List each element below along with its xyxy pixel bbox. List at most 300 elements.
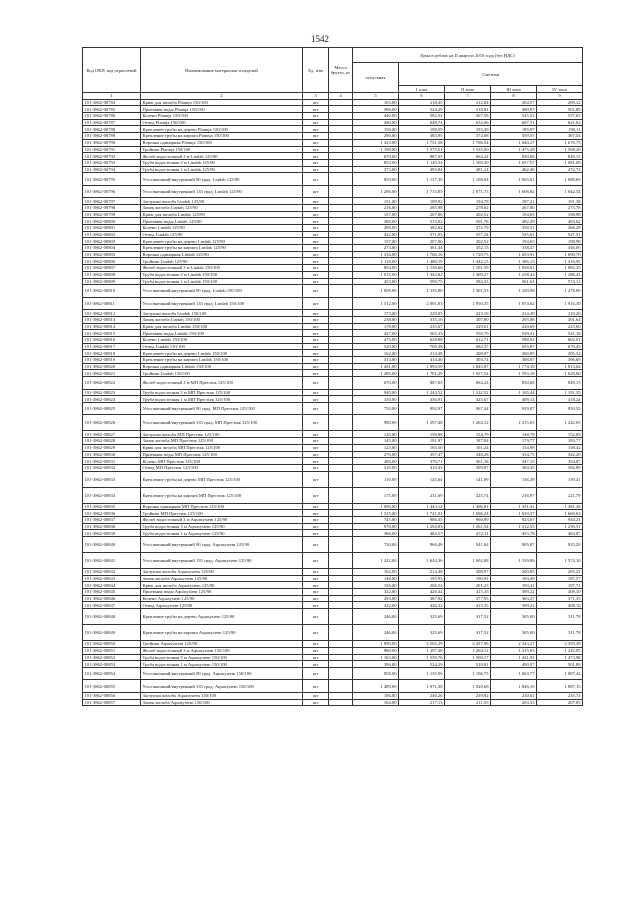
name-cell: Крепление трубы на дерево Lindab 150/100 <box>141 350 303 357</box>
table-row <box>83 198 583 205</box>
column-number: 6 <box>399 93 445 100</box>
mass-cell <box>329 582 353 589</box>
code-cell: 101-3862-00823 <box>83 389 141 396</box>
price-zone-3-cell: 1 215,03 <box>491 415 537 431</box>
code-cell: 101-3862-00841 <box>83 553 141 569</box>
price-zone-4-cell: 541,18 <box>537 330 583 337</box>
price-release-cell: 273,00 <box>353 245 399 252</box>
unit-cell: шт <box>303 431 329 438</box>
table-row <box>83 396 583 403</box>
code-cell: 101-3862-00850 <box>83 641 141 648</box>
header-row-1 <box>83 48 583 63</box>
price-zone-1-cell: 426,32 <box>399 589 445 596</box>
price-zone-3-cell: 338,47 <box>491 245 537 252</box>
price-zone-3-cell: 830,68 <box>491 153 537 160</box>
price-zone-3-cell: 399,22 <box>491 602 537 609</box>
code-cell: 101-3862-00815 <box>83 330 141 337</box>
mass-cell <box>329 569 353 576</box>
unit-cell: шт <box>303 198 329 205</box>
price-zone-3-cell: 655,87 <box>491 343 537 350</box>
table-row <box>83 641 583 648</box>
header-zone-4: IV зона <box>537 86 583 93</box>
price-zone-3-cell: 1 215,03 <box>491 647 537 654</box>
table-row <box>83 350 583 357</box>
table-row <box>83 285 583 298</box>
table-row <box>83 238 583 245</box>
price-release-cell: 246,00 <box>353 625 399 641</box>
mass-cell <box>329 661 353 668</box>
price-release-cell: 1 512,00 <box>353 297 399 310</box>
table-row <box>83 661 583 668</box>
code-cell: 101-3862-00844 <box>83 582 141 589</box>
price-release-cell: 238,00 <box>353 316 399 323</box>
name-cell: Труба водосточная 3 м Lindab 125/90 <box>141 159 303 166</box>
name-cell: Замок желоба Aquasystem 125/90 <box>141 575 303 582</box>
price-zone-3-cell: 545,52 <box>491 113 537 120</box>
price-release-cell: 322,00 <box>353 589 399 596</box>
name-cell: Угол внешний/внутренний 135 град. Aquasystem 150/100 <box>141 680 303 693</box>
mass-cell <box>329 310 353 317</box>
name-cell: Крепление трубы на дерево Lindab 125/90 <box>141 238 303 245</box>
unit-cell: шт <box>303 537 329 553</box>
price-zone-1-cell: 357,47 <box>399 451 445 458</box>
mass-cell <box>329 363 353 370</box>
price-zone-3-cell: 1 606,82 <box>491 185 537 198</box>
price-zone-2-cell: 612,71 <box>445 336 491 343</box>
price-zone-1-cell: 145,64 <box>399 471 445 487</box>
price-release-cell: 150,00 <box>353 126 399 133</box>
price-zone-4-cell: 1 081,09 <box>537 159 583 166</box>
code-cell: 101-3862-00827 <box>83 431 141 438</box>
name-cell: Заглушка желоба Aquasystem 150/100 <box>141 692 303 699</box>
price-zone-3-cell: 216,97 <box>491 487 537 503</box>
price-zone-2-cell: 567,58 <box>445 113 491 120</box>
price-zone-2-cell: 1 261,54 <box>445 523 491 530</box>
price-zone-4-cell: 849,15 <box>537 377 583 390</box>
price-zone-2-cell: 1 100,30 <box>445 159 491 166</box>
price-release-cell: 978,00 <box>353 523 399 530</box>
table-row <box>83 363 583 370</box>
price-zone-3-cell: 490,97 <box>491 661 537 668</box>
unit-cell: шт <box>303 204 329 211</box>
price-zone-2-cell: 1 442,13 <box>445 258 491 265</box>
price-zone-4-cell: 1 676,75 <box>537 139 583 146</box>
price-zone-3-cell: 358,31 <box>491 225 537 232</box>
mass-cell <box>329 444 353 451</box>
price-zone-2-cell: 278,62 <box>445 204 491 211</box>
price-zone-2-cell: 682,37 <box>445 343 491 350</box>
price-zone-1-cell: 1 575,51 <box>399 146 445 153</box>
price-zone-1-cell: 414,40 <box>399 357 445 364</box>
table-row <box>83 377 583 390</box>
price-zone-1-cell: 966,48 <box>399 537 445 553</box>
price-zone-4-cell: 925,20 <box>537 537 583 553</box>
table-body <box>83 99 583 706</box>
unit-cell: шт <box>303 238 329 245</box>
price-zone-3-cell: 535,61 <box>491 231 537 238</box>
price-zone-4-cell: 1 916,30 <box>537 297 583 310</box>
mass-cell <box>329 589 353 596</box>
price-zone-2-cell: 557,24 <box>445 231 491 238</box>
price-zone-4-cell: 1 242,05 <box>537 415 583 431</box>
code-cell: 101-3862-00857 <box>83 699 141 706</box>
code-cell: 101-3862-00786 <box>83 113 141 120</box>
code-cell: 101-3862-00828 <box>83 438 141 445</box>
price-zone-1-cell: 325,69 <box>399 625 445 641</box>
mass-cell <box>329 225 353 232</box>
header-name: Наименование материалов и изделий <box>141 48 303 93</box>
price-zone-2-cell: 864,24 <box>445 377 491 390</box>
table-row <box>83 265 583 272</box>
price-zone-4-cell: 190,11 <box>537 126 583 133</box>
price-zone-3-cell: 1 593,18 <box>491 370 537 377</box>
price-zone-2-cell: 1 845,87 <box>445 363 491 370</box>
price-zone-1-cell: 285,98 <box>399 204 445 211</box>
price-zone-2-cell: 864,24 <box>445 153 491 160</box>
column-number: 4 <box>329 93 353 100</box>
price-zone-3-cell: 267,80 <box>491 204 537 211</box>
name-cell: Заглушка желоба Lindab 150/100 <box>141 310 303 317</box>
code-cell: 101-3862-00804 <box>83 245 141 252</box>
price-zone-1-cell: 1 741,01 <box>399 510 445 517</box>
unit-cell: шт <box>303 699 329 706</box>
table-row <box>83 370 583 377</box>
table-row <box>83 113 583 120</box>
price-zone-3-cell: 607,51 <box>491 119 537 126</box>
price-zone-1-cell: 195,95 <box>399 575 445 582</box>
name-cell: Тройник Lindab 125/90 <box>141 258 303 265</box>
unit-cell: шт <box>303 370 329 377</box>
mass-cell <box>329 487 353 503</box>
price-zone-2-cell: 415,35 <box>445 589 491 596</box>
code-cell: 101-3862-00845 <box>83 589 141 596</box>
price-release-cell: 173,00 <box>353 310 399 317</box>
code-cell: 101-3862-00847 <box>83 602 141 609</box>
unit-cell: шт <box>303 285 329 298</box>
price-zone-4-cell: 1 628,60 <box>537 370 583 377</box>
code-cell: 101-3862-00822 <box>83 377 141 390</box>
price-release-cell: 1 489,00 <box>353 680 399 693</box>
price-zone-3-cell: 1 258,42 <box>491 271 537 278</box>
unit-cell: шт <box>303 225 329 232</box>
unit-cell: шт <box>303 323 329 330</box>
price-zone-2-cell: 1 696,24 <box>445 510 491 517</box>
price-zone-2-cell: 1 106,75 <box>445 667 491 680</box>
code-cell: 101-3862-00789 <box>83 133 141 140</box>
code-cell: 101-3862-00807 <box>83 265 141 272</box>
price-zone-2-cell: 225,74 <box>445 487 491 503</box>
price-zone-2-cell: 403,74 <box>445 357 491 364</box>
name-cell: Угол внешний/внутренний 135 град. Aquasystem 125/90 <box>141 553 303 569</box>
code-cell: 101-3862-00852 <box>83 654 141 661</box>
price-release-cell: 453,00 <box>353 278 399 285</box>
price-zone-2-cell: 1 264,12 <box>445 415 491 431</box>
mass-cell <box>329 602 353 609</box>
price-zone-3-cell: 923,67 <box>491 516 537 523</box>
price-release-cell: 432,00 <box>353 231 399 238</box>
price-release-cell: 162,00 <box>353 350 399 357</box>
code-cell: 101-3862-00837 <box>83 516 141 523</box>
column-number: 1 <box>83 93 141 100</box>
price-release-cell: 1 242,00 <box>353 553 399 569</box>
mass-cell <box>329 699 353 706</box>
table-row <box>83 487 583 503</box>
unit-cell: шт <box>303 316 329 323</box>
unit-cell: шт <box>303 106 329 113</box>
price-release-cell: 373,00 <box>353 166 399 173</box>
price-zone-3-cell: 905,07 <box>491 537 537 553</box>
price-zone-4-cell: 311,78 <box>537 609 583 625</box>
name-cell: Тройник Aquasystem 125/90 <box>141 641 303 648</box>
table-row <box>83 451 583 458</box>
price-release-cell: 1 890,00 <box>353 641 399 648</box>
price-zone-1-cell: 986,35 <box>399 516 445 523</box>
price-table <box>82 47 583 706</box>
code-cell: 101-3862-00802 <box>83 231 141 238</box>
price-zone-4-cell: 158,42 <box>537 444 583 451</box>
price-release-cell: 289,00 <box>353 225 399 232</box>
price-release-cell: 125,00 <box>353 444 399 451</box>
price-zone-4-cell: 152,09 <box>537 431 583 438</box>
price-zone-2-cell: 1 720,75 <box>445 251 491 258</box>
mass-cell <box>329 553 353 569</box>
price-zone-3-cell: 929,87 <box>491 402 537 415</box>
mass-cell <box>329 625 353 641</box>
name-cell: Крепление трубы на кирпич Lindab 125/90 <box>141 245 303 252</box>
price-zone-3-cell: 1 058,81 <box>491 265 537 272</box>
price-zone-1-cell: 199,92 <box>399 198 445 205</box>
table-row <box>83 667 583 680</box>
name-cell: Угол внешний/внутренний 90 град. Lindab 150/100 <box>141 285 303 298</box>
price-release-cell: 1 334,00 <box>353 251 399 258</box>
unit-cell: шт <box>303 271 329 278</box>
code-cell: 101-3862-00809 <box>83 278 141 285</box>
price-zone-1-cell: 410,43 <box>399 464 445 471</box>
price-zone-4-cell: 472,74 <box>537 166 583 173</box>
unit-cell: шт <box>303 389 329 396</box>
column-number: 2 <box>141 93 303 100</box>
price-zone-1-cell: 1 294,83 <box>399 523 445 530</box>
table-row <box>83 297 583 310</box>
name-cell: Крюк для желоба Lindab 150/100 <box>141 323 303 330</box>
name-cell: Тройник Plannja 150/100 <box>141 146 303 153</box>
table-row <box>83 595 583 602</box>
price-release-cell: 145,00 <box>353 438 399 445</box>
name-cell: Колено Lindab 125/90 <box>141 225 303 232</box>
price-release-cell: 293,00 <box>353 595 399 602</box>
code-cell: 101-3862-00790 <box>83 139 141 146</box>
price-zone-1-cell: 571,95 <box>399 231 445 238</box>
name-cell: Тройник Lindab 150/100 <box>141 370 303 377</box>
table-row <box>83 258 583 265</box>
price-release-cell: 670,00 <box>353 377 399 390</box>
unit-cell: шт <box>303 595 329 602</box>
unit-cell: шт <box>303 641 329 648</box>
name-cell: Крепление трубы на кирпич Plannja 150/100 <box>141 133 303 140</box>
price-zone-1-cell: 436,91 <box>399 396 445 403</box>
code-cell: 101-3862-00855 <box>83 680 141 693</box>
mass-cell <box>329 211 353 218</box>
price-zone-4-cell: 2 395,38 <box>537 641 583 648</box>
price-zone-2-cell: 208,97 <box>445 569 491 576</box>
price-zone-3-cell: 1 165,44 <box>491 389 537 396</box>
price-zone-2-cell: 201,23 <box>445 582 491 589</box>
price-release-cell: 157,00 <box>353 211 399 218</box>
mass-cell <box>329 173 353 186</box>
name-cell: Воронка одинарная МП Престиж 125/100 <box>141 503 303 510</box>
price-zone-2-cell: 2 437,96 <box>445 641 491 648</box>
unit-cell: шт <box>303 654 329 661</box>
code-cell: 101-3862-00834 <box>83 487 141 503</box>
name-cell: Приемник воды МП Престиж 125/100 <box>141 451 303 458</box>
unit-cell: шт <box>303 310 329 317</box>
price-zone-2-cell: 481,14 <box>445 166 491 173</box>
price-zone-4-cell: 198,98 <box>537 211 583 218</box>
code-cell: 101-3862-00829 <box>83 444 141 451</box>
name-cell: Крепление трубы на дерево Plannja 150/100 <box>141 126 303 133</box>
price-release-cell: 940,00 <box>353 389 399 396</box>
price-zone-1-cell: 1 894,59 <box>399 363 445 370</box>
mass-cell <box>329 245 353 252</box>
mass-cell <box>329 471 353 487</box>
price-zone-4-cell: 849,15 <box>537 153 583 160</box>
code-cell: 101-3862-00839 <box>83 530 141 537</box>
name-cell: Отвод Lindab 150/100 <box>141 343 303 350</box>
table-row <box>83 204 583 211</box>
unit-cell: шт <box>303 185 329 198</box>
price-release-cell: 313,00 <box>353 357 399 364</box>
price-release-cell: 103,00 <box>353 99 399 106</box>
mass-cell <box>329 258 353 265</box>
price-release-cell: 1 118,00 <box>353 258 399 265</box>
mass-cell <box>329 516 353 523</box>
table-row <box>83 582 583 589</box>
price-zone-1-cell: 599,75 <box>399 278 445 285</box>
mass-cell <box>329 231 353 238</box>
price-zone-3-cell: 482,29 <box>491 218 537 225</box>
mass-cell <box>329 438 353 445</box>
price-zone-3-cell: 305,00 <box>491 609 537 625</box>
price-zone-4-cell: 1 087,42 <box>537 667 583 680</box>
header-estimated: Сметная <box>399 63 583 86</box>
price-release-cell: 1 090,00 <box>353 503 399 510</box>
code-cell: 101-3862-00825 <box>83 402 141 415</box>
table-row <box>83 438 583 445</box>
mass-cell <box>329 396 353 403</box>
code-cell: 101-3862-00812 <box>83 310 141 317</box>
name-cell: Заглушка желоба МП Престиж 125/100 <box>141 431 303 438</box>
price-zone-1-cell: 246,26 <box>399 692 445 699</box>
header-unit: Ед. изм <box>303 48 329 93</box>
mass-cell <box>329 510 353 517</box>
price-zone-1-cell: 1 539,76 <box>399 654 445 661</box>
table-row <box>83 245 583 252</box>
price-zone-2-cell: 317,32 <box>445 609 491 625</box>
price-zone-4-cell: 221,79 <box>537 487 583 503</box>
table-row <box>83 211 583 218</box>
price-release-cell: 396,00 <box>353 661 399 668</box>
price-zone-2-cell: 1 500,17 <box>445 654 491 661</box>
unit-cell: шт <box>303 661 329 668</box>
price-zone-2-cell: 960,99 <box>445 516 491 523</box>
price-release-cell: 750,00 <box>353 402 399 415</box>
price-zone-4-cell: 944,21 <box>537 516 583 523</box>
unit-cell: шт <box>303 582 329 589</box>
name-cell: Крюк для желоба Lindab 125/90 <box>141 211 303 218</box>
table-row <box>83 278 583 285</box>
price-zone-1-cell: 206,54 <box>399 582 445 589</box>
price-zone-3-cell: 830,68 <box>491 377 537 390</box>
header-mass: Масса брутто, кг <box>329 48 353 93</box>
price-zone-1-cell: 582,54 <box>399 113 445 120</box>
price-zone-2-cell: 399,87 <box>445 464 491 471</box>
mass-cell <box>329 680 353 693</box>
price-zone-1-cell: 198,59 <box>399 126 445 133</box>
name-cell: Тройник МП Престиж 125/100 <box>141 510 303 517</box>
unit-cell: шт <box>303 133 329 140</box>
unit-cell: шт <box>303 245 329 252</box>
name-cell: Желоб водосточный 3 м Lindab 125/90 <box>141 153 303 160</box>
price-zone-1-cell: 1 701,29 <box>399 370 445 377</box>
price-zone-4-cell: 1 278,80 <box>537 285 583 298</box>
unit-cell: шт <box>303 667 329 680</box>
price-release-cell: 389,00 <box>353 218 399 225</box>
unit-cell: шт <box>303 487 329 503</box>
price-zone-2-cell: 239,92 <box>445 692 491 699</box>
price-zone-3-cell: 187,21 <box>491 198 537 205</box>
price-zone-3-cell: 204,57 <box>491 99 537 106</box>
header-zone-1: I зона <box>399 86 445 93</box>
price-zone-2-cell: 1 108,04 <box>445 173 491 186</box>
price-zone-1-cell: 1 443,12 <box>399 503 445 510</box>
name-cell: Заглушка желоба Aquasystem 125/90 <box>141 569 303 576</box>
unit-cell: шт <box>303 166 329 173</box>
price-zone-1-cell: 1 971,38 <box>399 680 445 693</box>
unit-cell: шт <box>303 464 329 471</box>
code-cell: 101-3862-00792 <box>83 153 141 160</box>
name-cell: Труба водосточная 1 м Lindab 150/100 <box>141 278 303 285</box>
name-cell: Труба водосточная 1 м Aquasystem 150/100 <box>141 661 303 668</box>
name-cell: Воронка одинарная Plannja 150/100 <box>141 139 303 146</box>
price-release-cell: 853,00 <box>353 159 399 166</box>
mass-cell <box>329 647 353 654</box>
price-zone-1-cell: 235,67 <box>399 323 445 330</box>
name-cell: Воронка одинарная Lindab 125/90 <box>141 251 303 258</box>
price-release-cell: 151,00 <box>353 198 399 205</box>
name-cell: Угол внешний/внутренний 90 град. Aquasystem 150/100 <box>141 667 303 680</box>
name-cell: Приемник воды Aquasystem 125/90 <box>141 589 303 596</box>
price-zone-4-cell: 1 666,62 <box>537 510 583 517</box>
price-zone-3-cell: 193,41 <box>491 582 537 589</box>
name-cell: Отвод Aquasystem 125/90 <box>141 602 303 609</box>
unit-cell: шт <box>303 153 329 160</box>
code-cell: 101-3862-00794 <box>83 166 141 173</box>
code-cell: 101-3862-00814 <box>83 323 141 330</box>
price-release-cell: 216,00 <box>353 204 399 211</box>
price-release-cell: 980,00 <box>353 647 399 654</box>
code-cell: 101-3862-00832 <box>83 464 141 471</box>
table-row <box>83 609 583 625</box>
price-zone-1-cell: 1 129,34 <box>399 159 445 166</box>
price-zone-1-cell: 648,74 <box>399 119 445 126</box>
price-zone-2-cell: 187,04 <box>445 438 491 445</box>
name-cell: Воронка одинарная Lindab 150/100 <box>141 363 303 370</box>
mass-cell <box>329 451 353 458</box>
price-zone-1-cell: 1 297,48 <box>399 415 445 431</box>
code-cell: 101-3862-00813 <box>83 316 141 323</box>
table-row <box>83 692 583 699</box>
price-zone-1-cell: 165,50 <box>399 444 445 451</box>
